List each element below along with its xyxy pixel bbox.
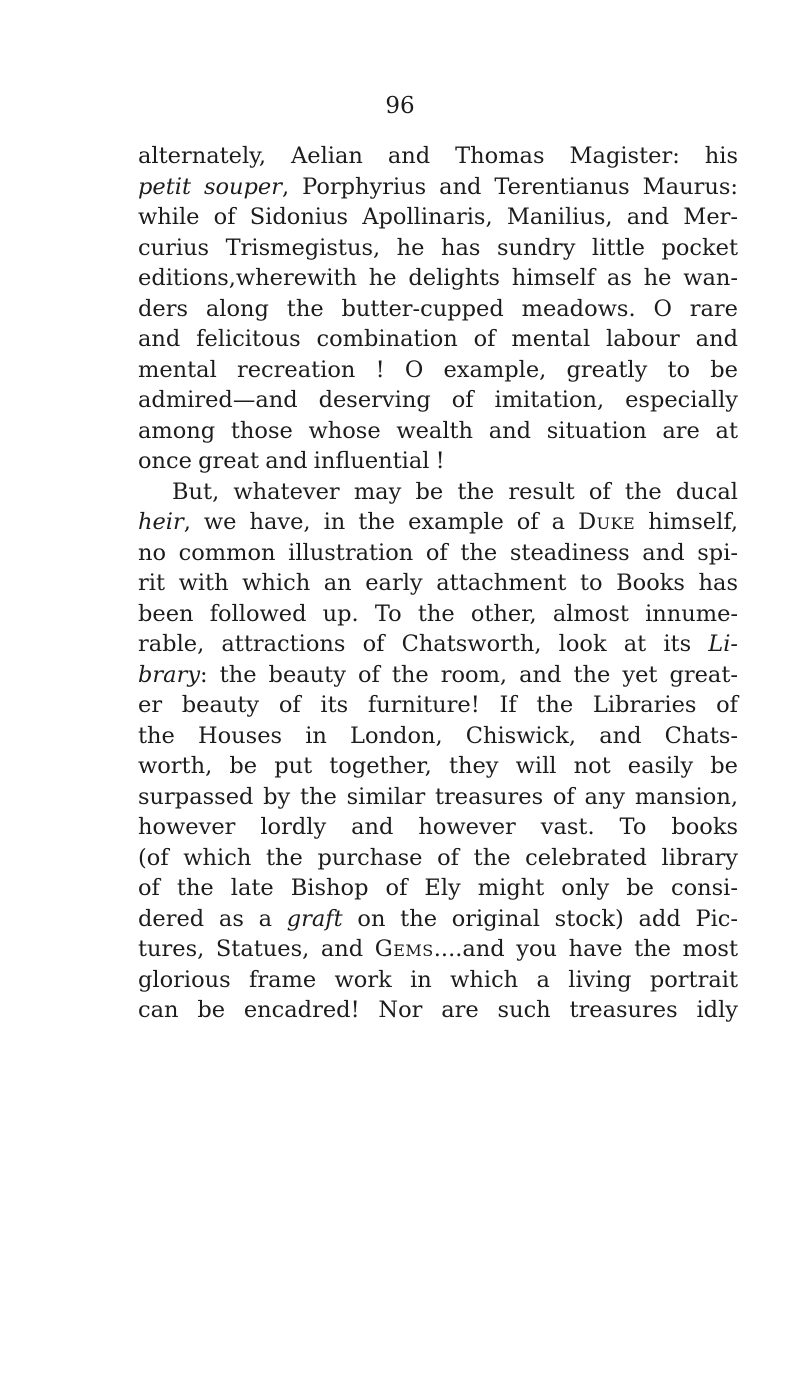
text-segment: rable, attractions of Chatsworth, look at its <box>138 631 709 657</box>
text-line <box>138 782 738 813</box>
text-line <box>138 660 738 691</box>
text-line <box>138 294 738 325</box>
text-line <box>138 812 738 843</box>
text-line <box>138 446 738 477</box>
page-number: 96 <box>385 93 415 119</box>
text-line <box>138 873 738 904</box>
italic-text: brary <box>138 661 201 688</box>
text-segment: while of Sidonius Apollinaris, Manilius, and Mer- <box>138 204 738 230</box>
text-line <box>138 355 738 386</box>
text-line <box>138 385 738 416</box>
text-line <box>138 538 738 569</box>
text-segment: surpassed by the similar treasures of any mansion, <box>138 783 738 810</box>
text-line <box>138 934 738 965</box>
text-segment: : the beauty of the room, and the yet great- <box>200 661 738 688</box>
text-line <box>138 843 738 874</box>
text-line <box>138 141 738 172</box>
text-line <box>138 629 738 660</box>
text-segment: worth, be put together, they will not easily be <box>138 753 738 779</box>
text-line <box>138 721 738 752</box>
text-segment: curius Trismegistus, he has sundry little pocket <box>138 234 738 261</box>
text-segment: (of which the purchase of the celebrated library <box>138 844 738 871</box>
text-segment: admired—and deserving of imitation, especially <box>138 387 738 413</box>
italic-text: petit souper <box>138 173 282 200</box>
text-segment: the Houses in London, Chiswick, and Chats- <box>138 722 738 749</box>
italic-text: Li- <box>708 631 738 657</box>
italic-text: graft <box>286 905 343 932</box>
text-segment: and felicitous combination of mental labour and <box>138 326 738 352</box>
text-segment: been followed up. To the other, almost innume- <box>138 600 738 627</box>
text-segment: dered as a <box>138 905 287 932</box>
text-line <box>138 690 738 721</box>
text-segment: alternately, Aelian and Thomas Magister: his <box>138 143 738 169</box>
text-segment: , we have, in the example of a <box>183 509 579 535</box>
text-line <box>138 324 738 355</box>
text-segment: can be encadred! Nor are such treasures idly <box>138 997 738 1023</box>
text-line <box>138 477 738 508</box>
text-segment: , Porphyrius and Terentianus Maurus: <box>282 173 738 200</box>
text-line <box>138 568 738 599</box>
text-segment: editions,wherewith he delights himself as he wan- <box>138 265 738 291</box>
text-segment: no common illustration of the steadiness and spi- <box>138 539 738 566</box>
body-text <box>138 141 738 1026</box>
text-line <box>138 751 738 782</box>
text-segment: among those whose wealth and situation are at <box>138 417 738 444</box>
text-segment: ....and you have the most <box>433 936 738 962</box>
text-line <box>138 233 738 264</box>
text-line <box>138 202 738 233</box>
text-segment: But, whatever may be the result of the ducal <box>172 478 738 505</box>
italic-text: heir <box>138 509 184 535</box>
text-line <box>138 416 738 447</box>
text-line <box>138 904 738 935</box>
text-line <box>138 995 738 1026</box>
text-segment: himself, <box>635 509 738 535</box>
text-line <box>138 263 738 294</box>
text-line <box>138 965 738 996</box>
text-segment: glorious frame work in which a living portrait <box>138 966 738 993</box>
text-line <box>138 599 738 630</box>
text-segment: rit with which an early attachment to Books has <box>138 570 738 596</box>
text-line <box>138 507 738 538</box>
text-segment: er beauty of its furniture! If the Libraries of <box>138 692 738 718</box>
text-line <box>138 172 738 203</box>
text-segment: however lordly and however vast. To books <box>138 814 738 840</box>
text-segment: of the late Bishop of Ely might only be consi- <box>138 875 738 901</box>
small-caps-text: Duke <box>578 509 636 535</box>
text-segment: on the original stock) add Pic- <box>342 905 738 932</box>
text-segment: mental recreation ! O example, greatly to be <box>138 356 738 383</box>
text-segment: once great and influential ! <box>138 448 445 474</box>
text-segment: tures, Statues, and <box>138 936 375 962</box>
small-caps-text: Gems <box>374 936 434 962</box>
text-segment: ders along the butter-cupped meadows. O rare <box>138 295 738 322</box>
